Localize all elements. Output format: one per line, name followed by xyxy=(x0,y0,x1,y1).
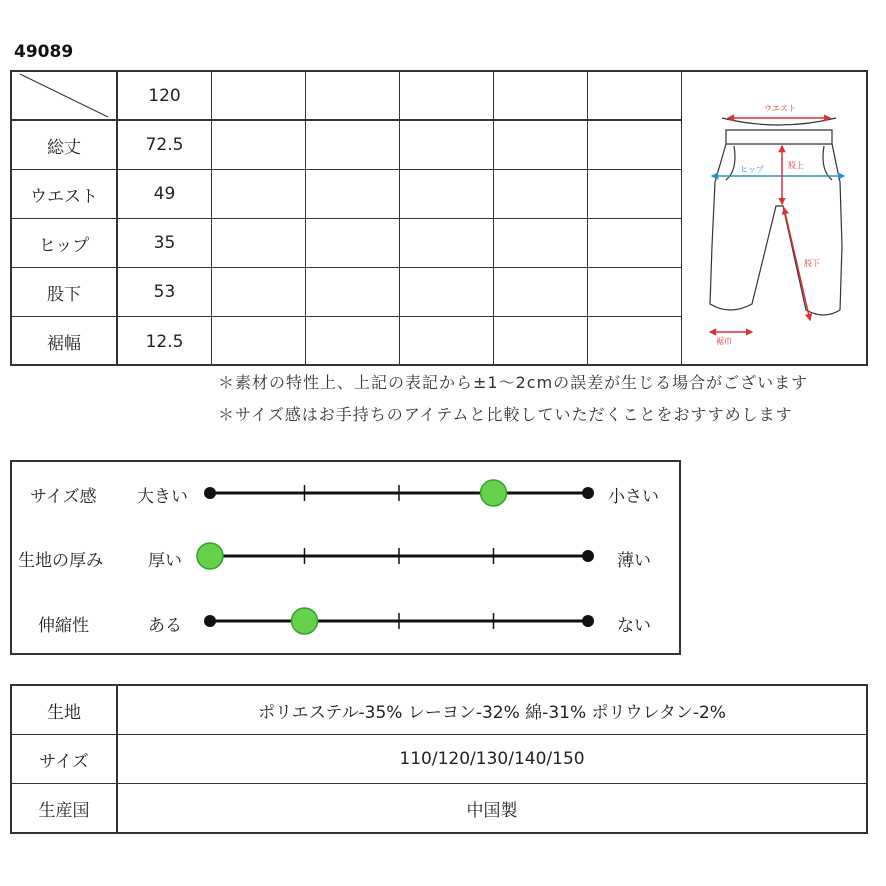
empty-cell xyxy=(494,121,588,170)
feel-right-label: 薄い xyxy=(617,551,651,571)
spec-key: 生産国 xyxy=(12,784,118,833)
pants-outline xyxy=(710,118,842,315)
feel-left-label: 大きい xyxy=(137,487,188,507)
scale-end-dot xyxy=(582,487,594,499)
row-label: 裾幅 xyxy=(12,317,118,366)
hip-label: ヒップ xyxy=(740,165,764,174)
empty-cell xyxy=(588,170,682,219)
scale-end-dot xyxy=(582,615,594,627)
empty-cell xyxy=(588,121,682,170)
empty-cell xyxy=(494,170,588,219)
row-value: 35 xyxy=(118,219,212,268)
feel-left-label: 厚い xyxy=(148,551,182,571)
fit-feel-panel xyxy=(10,460,681,655)
inseam-label: 股下 xyxy=(804,259,820,268)
feel-right-label: ない xyxy=(617,616,651,636)
scale-marker xyxy=(292,608,318,634)
spec-value: ポリエステル-35% レーヨン-32% 綿-31% ポリウレタン-2% xyxy=(258,702,726,723)
size-header-cell: 120 xyxy=(118,72,212,121)
empty-cell xyxy=(400,170,494,219)
empty-cell xyxy=(494,219,588,268)
product-code: 49089 xyxy=(14,42,74,62)
empty-cell xyxy=(400,268,494,317)
empty-cell xyxy=(212,72,306,121)
empty-cell xyxy=(494,72,588,121)
feel-label: サイズ感 xyxy=(30,487,97,507)
empty-cell xyxy=(494,268,588,317)
feel-label: 生地の厚み xyxy=(18,551,103,571)
scale-marker xyxy=(481,480,507,506)
empty-cell xyxy=(212,268,306,317)
hem-label: 裾巾 xyxy=(716,337,732,346)
empty-cell xyxy=(588,317,682,366)
empty-cell xyxy=(306,268,400,317)
feel-left-label: ある xyxy=(148,616,182,636)
empty-cell xyxy=(588,268,682,317)
scale-end-dot xyxy=(204,615,216,627)
feel-label: 伸縮性 xyxy=(38,616,89,636)
spec-table xyxy=(10,684,868,834)
empty-cell xyxy=(212,121,306,170)
empty-cell xyxy=(212,170,306,219)
empty-cell xyxy=(306,317,400,366)
spec-row xyxy=(12,686,866,735)
empty-cell xyxy=(400,72,494,121)
empty-cell xyxy=(588,72,682,121)
feel-scales xyxy=(12,462,679,653)
row-label: ウエスト xyxy=(12,170,118,219)
empty-cell xyxy=(306,219,400,268)
empty-cell xyxy=(588,219,682,268)
empty-cell xyxy=(212,317,306,366)
row-label: 総丈 xyxy=(12,121,118,170)
scale-end-dot xyxy=(204,487,216,499)
diagonal-line xyxy=(12,72,116,119)
row-value: 49 xyxy=(118,170,212,219)
note-tolerance: ＊素材の特性上、上記の表記から±1～2cmの誤差が生じる場合がございます xyxy=(218,373,809,392)
note-compare: ＊サイズ感はお手持ちのアイテムと比較していただくことをおすすめします xyxy=(218,405,793,424)
empty-cell xyxy=(306,121,400,170)
spec-value: 110/120/130/140/150 xyxy=(399,749,585,769)
row-label: 股下 xyxy=(12,268,118,317)
corner-cell xyxy=(12,72,118,121)
empty-cell xyxy=(494,317,588,366)
empty-cell xyxy=(400,219,494,268)
spec-key: サイズ xyxy=(12,735,118,783)
spec-value: 中国製 xyxy=(466,801,518,821)
empty-cell xyxy=(400,121,494,170)
scale-marker xyxy=(197,543,223,569)
scale-end-dot xyxy=(582,550,594,562)
pants-measurement-diagram xyxy=(682,72,868,366)
feel-right-label: 小さい xyxy=(608,487,659,507)
spec-key: 生地 xyxy=(12,686,118,734)
empty-cell xyxy=(400,317,494,366)
row-value: 53 xyxy=(118,268,212,317)
row-value: 72.5 xyxy=(118,121,212,170)
empty-cell xyxy=(306,72,400,121)
rise-label: 股上 xyxy=(788,161,804,170)
waist-label: ウエスト xyxy=(764,104,796,113)
row-value: 12.5 xyxy=(118,317,212,366)
size-table xyxy=(10,70,868,366)
empty-cell xyxy=(306,170,400,219)
spec-row xyxy=(12,735,866,784)
spec-row xyxy=(12,784,866,833)
row-label: ヒップ xyxy=(12,219,118,268)
empty-cell xyxy=(212,219,306,268)
